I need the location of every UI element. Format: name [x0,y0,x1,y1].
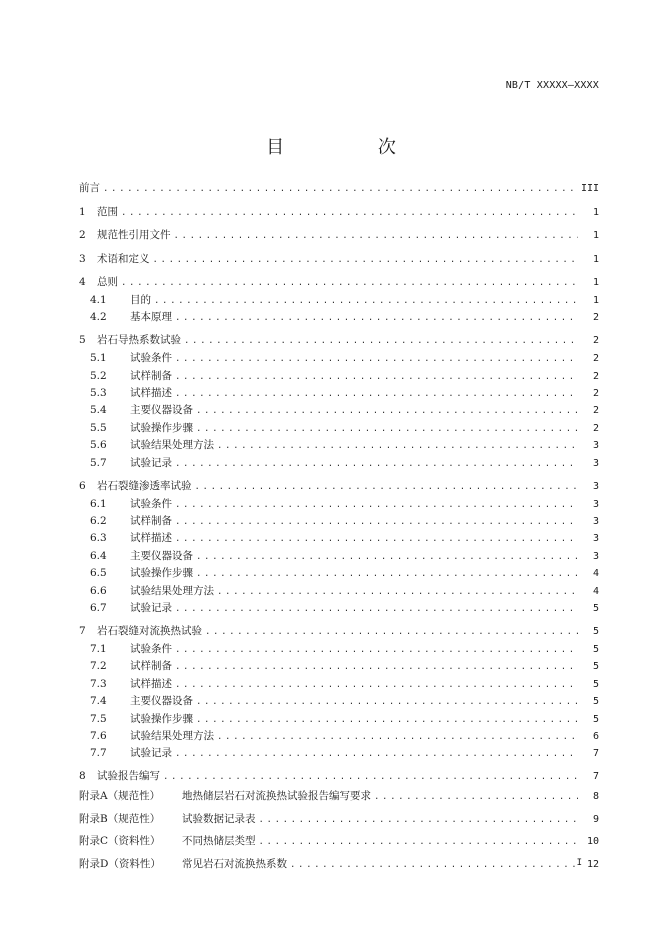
toc-entry-page: III [580,183,599,194]
toc-entry-number: 附录D（资料性） [79,857,161,870]
toc-leader-dots [121,275,578,292]
toc-leader-dots [184,333,578,350]
toc-entry-page: 1 [592,230,599,241]
toc-entry-number: 附录A（规范性） [79,790,161,803]
toc-leader-dots [121,205,578,222]
toc-entry-label: 试验操作步骤 [130,712,193,725]
toc-entry[interactable] [79,583,599,600]
toc-entry[interactable] [79,496,599,513]
toc-entry[interactable] [79,385,599,402]
toc-entry[interactable] [79,292,599,309]
toc-entry-label: 常见岩石对流换热系数 [182,857,287,870]
toc-entry[interactable] [79,227,599,245]
toc-entry[interactable] [79,623,599,641]
document-code: NB/T XXXXX—XXXX [505,80,599,91]
toc-entry[interactable] [79,251,599,269]
toc-entry-page: 5 [592,661,599,673]
toc-entry[interactable] [79,420,599,437]
toc-leader-dots [175,642,578,658]
toc-entry-number: 1 [79,205,86,218]
toc-entry[interactable] [79,274,599,292]
toc-entry[interactable] [79,437,599,454]
toc-entry-number: 7.4 [90,695,107,708]
toc-entry-number: 4.2 [90,311,107,324]
toc-entry-label: 试样制备 [130,369,172,382]
toc-entry-number: 5 [79,334,86,347]
footer-page-number: I [576,858,582,868]
toc-leader-dots [175,386,578,402]
toc-entry-label: 地热储层岩石对流换热试验报告编写要求 [182,790,371,803]
toc-entry-label: 试样描述 [130,387,172,400]
toc-leader-dots [196,694,578,710]
toc-entry-page: 2 [592,422,599,434]
toc-entry-label: 试验操作步骤 [130,421,193,434]
toc-entry-page: 5 [592,713,599,725]
toc-entry-label: 主要仪器设备 [130,695,193,708]
toc-entry-page: 8 [592,791,599,803]
toc-leader-dots [175,601,578,617]
toc-entry[interactable] [79,309,599,326]
toc-entry[interactable] [79,711,599,728]
toc-leader-dots [175,659,578,675]
toc-entry-page: 2 [592,405,599,417]
toc-entry-label: 前言 [79,182,100,194]
toc-entry-page: 2 [592,335,599,347]
toc-entry-number: 附录C（资料性） [79,835,161,848]
toc-entry-page: 3 [592,440,599,452]
toc-leader-dots [175,746,578,762]
toc-leader-dots [103,181,578,198]
toc-entry[interactable] [79,831,599,854]
toc-entry-label: 试验报告编写 [97,770,160,783]
toc-entry-page: 3 [592,480,599,492]
toc-entry-page: 9 [592,813,599,825]
toc-entry-label: 试验条件 [130,497,172,510]
toc-entry-label: 试验条件 [130,642,172,655]
toc-entry[interactable] [79,565,599,582]
toc-entry-number: 6.4 [90,549,107,562]
toc-leader-dots [175,514,578,530]
toc-entry-page: 3 [592,515,599,527]
toc-leader-dots [196,403,578,419]
toc-leader-dots [196,712,578,728]
toc-leader-dots [174,228,579,245]
toc-entry-number: 2 [79,229,86,241]
toc-entry-number: 6.3 [90,532,107,545]
toc-entry[interactable] [79,180,599,198]
toc-entry[interactable] [79,368,599,385]
toc-entry[interactable] [79,641,599,658]
toc-entry-label: 试样描述 [130,532,172,545]
toc-entry-page: 1 [592,294,599,306]
toc-entry-number: 7.1 [90,642,107,655]
toc-entry[interactable] [79,455,599,472]
toc-entry-page: 3 [592,550,599,562]
toc-entry-label: 试验结果处理方法 [130,729,214,742]
toc-entry-number: 5.1 [90,352,107,365]
toc-entry-label: 岩石裂缝渗透率试验 [97,479,192,492]
toc-leader-dots [290,855,578,877]
toc-entry-label: 试验结果处理方法 [130,584,214,597]
toc-entry-page: 3 [592,533,599,545]
toc-entry-number: 6 [79,479,86,492]
toc-entry[interactable] [79,600,599,617]
toc-entry[interactable] [79,530,599,547]
toc-entry-number: 8 [79,770,86,783]
toc-entry-page: 3 [592,457,599,469]
toc-entry-label: 试验结果处理方法 [130,439,214,452]
toc-entry-number: 4 [79,276,86,288]
toc-entry-page: 2 [592,370,599,382]
toc-entry-number: 5.6 [90,439,107,452]
toc-leader-dots [217,438,578,454]
toc-entry-label: 主要仪器设备 [130,404,193,417]
toc-entry-label: 岩石导热系数试验 [97,334,181,347]
toc-entry-label: 试验操作步骤 [130,567,193,580]
toc-leader-dots [175,351,578,367]
toc-leader-dots [196,566,578,582]
toc-entry[interactable] [79,548,599,565]
toc-leader-dots [196,549,578,565]
toc-entry-label: 岩石裂缝对流换热试验 [97,625,202,637]
table-of-contents [79,180,599,876]
toc-entry-page: 4 [592,568,599,580]
toc-entry[interactable] [79,332,599,350]
toc-entry-label: 基本原理 [130,311,172,324]
toc-entry[interactable] [79,350,599,367]
toc-entry-page: 2 [592,388,599,400]
toc-entry-label: 试样制备 [130,514,172,527]
toc-entry[interactable] [79,745,599,762]
toc-entry-number: 5.7 [90,456,107,469]
toc-entry-number: 7.6 [90,729,107,742]
toc-entry-label: 不同热储层类型 [182,835,256,848]
toc-entry-page: 4 [592,585,599,597]
toc-entry-number: 6.5 [90,567,107,580]
toc-entry-page: 5 [592,643,599,655]
toc-leader-dots [259,810,579,832]
toc-entry[interactable] [79,402,599,419]
toc-entry-label: 试验记录 [130,747,172,760]
toc-leader-dots [205,624,578,641]
toc-entry-page: 3 [592,498,599,510]
toc-leader-dots [175,456,578,472]
toc-entry-label: 试样描述 [130,677,172,690]
toc-entry-label: 试验记录 [130,602,172,614]
toc-entry-number: 5.2 [90,369,107,382]
toc-leader-dots [195,479,579,496]
toc-entry-number: 6.1 [90,497,107,510]
toc-entry[interactable] [79,809,599,832]
toc-entry-number: 附录B（规范性） [79,812,161,825]
toc-entry-number: 7.7 [90,747,107,760]
toc-entry-page: 1 [592,253,599,265]
toc-leader-dots [175,497,578,513]
toc-entry[interactable] [79,204,599,222]
toc-entry-number: 5.3 [90,387,107,400]
toc-leader-dots [259,832,579,854]
toc-entry-label: 目的 [130,293,151,306]
toc-entry-label: 规范性引用文件 [97,229,171,241]
toc-leader-dots [175,310,578,326]
toc-entry-page: 12 [586,858,599,870]
toc-entry-page: 6 [592,730,599,742]
toc-leader-dots [374,787,578,809]
toc-entry-number: 5.5 [90,421,107,434]
toc-entry-label: 试验条件 [130,352,172,365]
page-title: 目 次 [266,137,440,158]
toc-leader-dots [153,252,579,269]
toc-entry[interactable] [79,478,599,496]
toc-leader-dots [217,584,578,600]
toc-entry[interactable] [79,768,599,786]
toc-entry[interactable] [79,786,599,809]
toc-entry-number: 7.2 [90,660,107,673]
toc-entry-page: 1 [592,206,599,218]
toc-entry[interactable] [79,728,599,745]
toc-entry-label: 试验记录 [130,456,172,469]
toc-entry-page: 5 [592,626,599,637]
toc-entry-page: 7 [592,771,599,783]
toc-entry-number: 6.2 [90,514,107,527]
toc-leader-dots [196,421,578,437]
toc-entry[interactable] [79,658,599,675]
toc-entry-label: 主要仪器设备 [130,549,193,562]
toc-entry-page: 2 [592,312,599,324]
toc-leader-dots [175,531,578,547]
toc-leader-dots [175,677,578,693]
toc-leader-dots [154,293,578,309]
toc-entry-number: 5.4 [90,404,107,417]
toc-entry-number: 7 [79,625,86,637]
toc-entry-label: 试样制备 [130,660,172,673]
toc-entry[interactable] [79,513,599,530]
toc-entry[interactable] [79,676,599,693]
toc-entry-label: 术语和定义 [97,252,150,265]
toc-entry-label: 范围 [97,205,118,218]
toc-leader-dots [217,729,578,745]
toc-entry-number: 7.5 [90,712,107,725]
toc-entry-number: 6.7 [90,602,107,614]
toc-entry-page: 5 [592,678,599,690]
toc-leader-dots [163,769,578,786]
toc-entry-label: 总则 [97,276,118,288]
toc-entry[interactable] [79,854,599,877]
toc-entry-page: 1 [592,277,599,288]
toc-entry-number: 4.1 [90,293,107,306]
toc-entry-page: 10 [586,836,599,848]
toc-entry-number: 6.6 [90,584,107,597]
toc-entry-page: 7 [592,748,599,760]
toc-entry-page: 5 [592,696,599,708]
toc-entry[interactable] [79,693,599,710]
toc-entry-page: 2 [592,353,599,365]
toc-entry-page: 5 [592,603,599,614]
toc-leader-dots [175,369,578,385]
toc-entry-number: 7.3 [90,677,107,690]
toc-entry-number: 3 [79,252,86,265]
toc-entry-label: 试验数据记录表 [182,812,256,825]
